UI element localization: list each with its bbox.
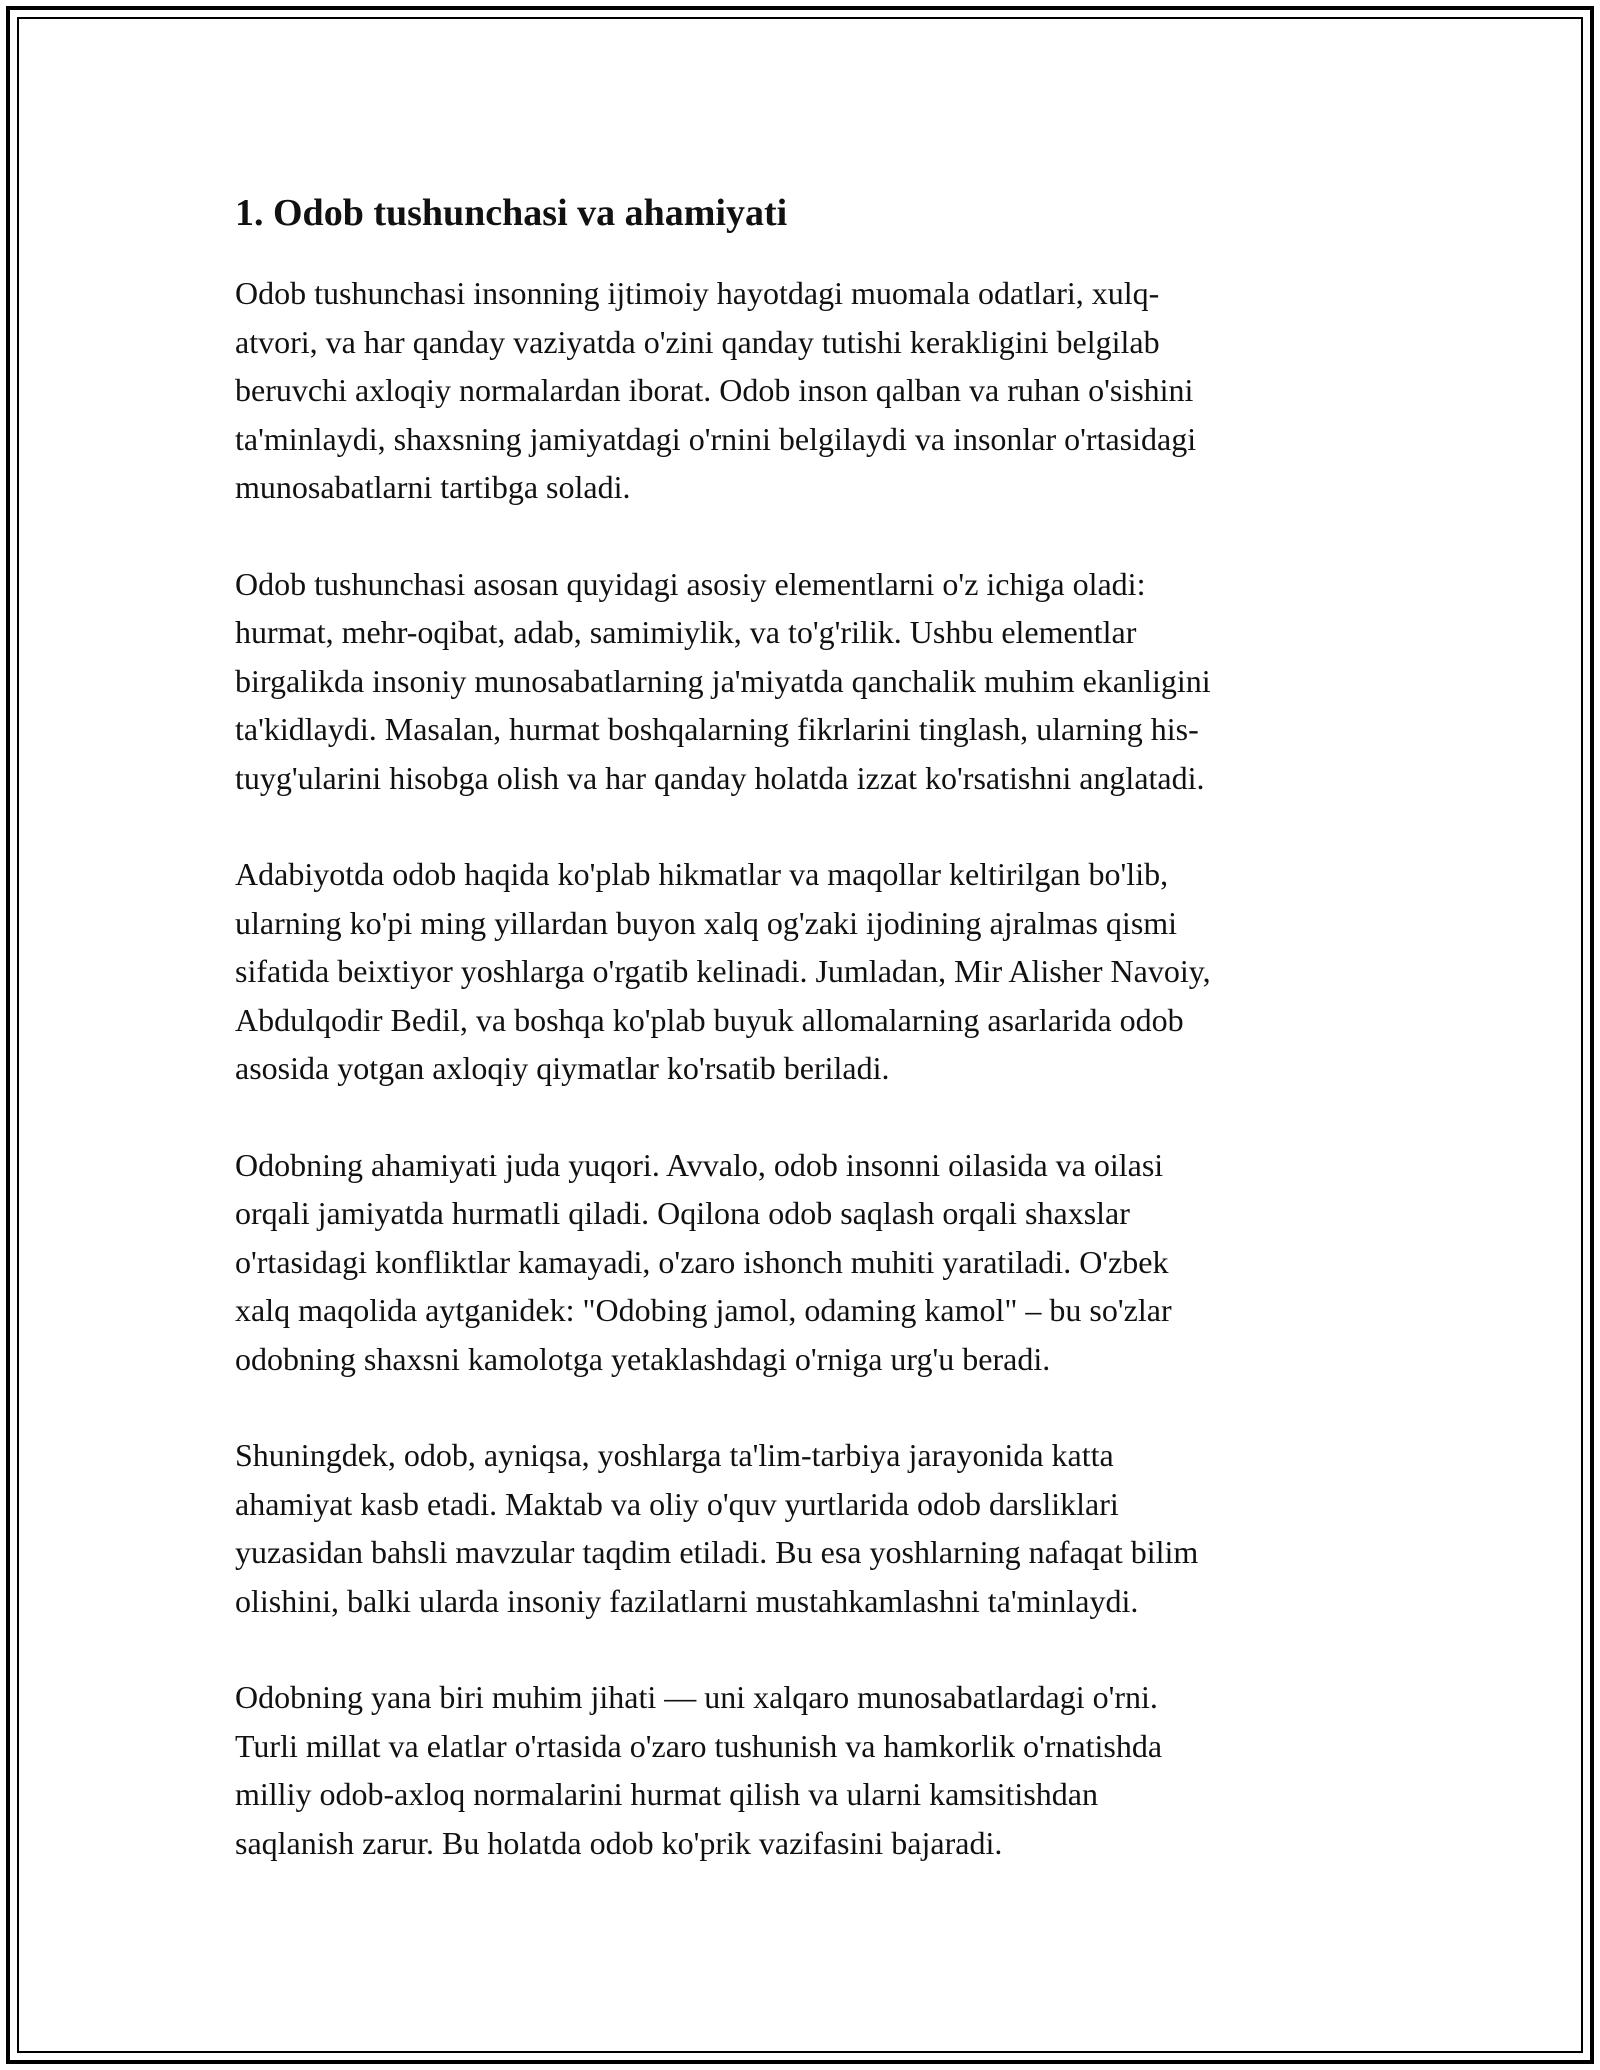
paragraph-international: Odobning yana biri muhim jihati — uni xalqaro munosabatlardagi o'rni. Turli millat va elatlar o'rtasida o'zaro tushunish va hamkorlik o'rnatishda milliy odob-axloq normalarini hurmat qilish va ularni kamsitishdan saqlanish zarur. Bu holatda odob ko'prik vazifasini bajaradi. (235, 1679, 1163, 1861)
document-body (235, 185, 1365, 1915)
paragraph-literature: Adabiyotda odob haqida ko'plab hikmatlar va maqollar keltirilgan bo'lib, ularning ko'pi ming yillardan buyon xalq og'zaki ijodining ajralmas qismi sifatida beixtiyor yoshlarga o'rgatib kelinadi. Jumladan, Mir Alisher Navoiy, Abdulqodir Bedil, va boshqa ko'plab buyuk allomalarning asarlarida odob asosida yotgan axloqiy qiymatlar ko'rsatib beriladi. (235, 856, 1211, 1086)
section-heading: 1. Odob tushunchasi va ahamiyati (235, 192, 788, 234)
paragraph-importance: Odobning ahamiyati juda yuqori. Avvalo, odob insonni oilasida va oilasi orqali jamiyatda hurmatli qiladi. Oqilona odob saqlash orqali shaxslar o'rtasidagi konfliktlar kamayadi, o'zaro ishonch muhiti yaratiladi. O'zbek xalq maqolida aytganidek: "Odobing jamol, odaming kamol" – bu so'zlar odobning shaxsni kamolotga yetaklashdagi o'rniga urg'u beradi. (235, 1146, 1172, 1377)
paragraph-definition: Odob tushunchasi insonning ijtimoiy hayotdagi muomala odatlari, xulq- atvori, va har qanday vaziyatda o'zini qanday tutishi kerakligini belgilab beruvchi axloqiy normalardan iborat. Odob inson qalban va ruhan o'sishini ta'minlaydi, shaxsning jamiyatdagi o'rnini belgilaydi va insonlar o'rtasidagi munosabatlarni tartibga soladi. (235, 275, 1197, 505)
paragraph-elements: Odob tushunchasi asosan quyidagi asosiy elementlarni o'z ichiga oladi: hurmat, mehr-oqibat, adab, samimiylik, va to'g'rilik. Ushbu elementlar birgalikda insoniy munosabatlarning ja'miyatda qanchalik muhim ekanligini ta'kidlaydi. Masalan, hurmat boshqalarning fikrlarini tinglash, ularning his- tuyg'ularini hisobga olish va har qanday holatda izzat ko'rsatishni anglatadi. (235, 565, 1211, 796)
paragraph-education: Shuningdek, odob, ayniqsa, yoshlarga ta'lim-tarbiya jarayonida katta ahamiyat kasb etadi. Maktab va oliy o'quv yurtlarida odob darsliklari yuzasidan bahsli mavzular taqdim etiladi. Bu esa yoshlarning nafaqat bilim olishini, balki ularda insoniy fazilatlarni mustahkamlashni ta'minlaydi. (235, 1437, 1199, 1619)
